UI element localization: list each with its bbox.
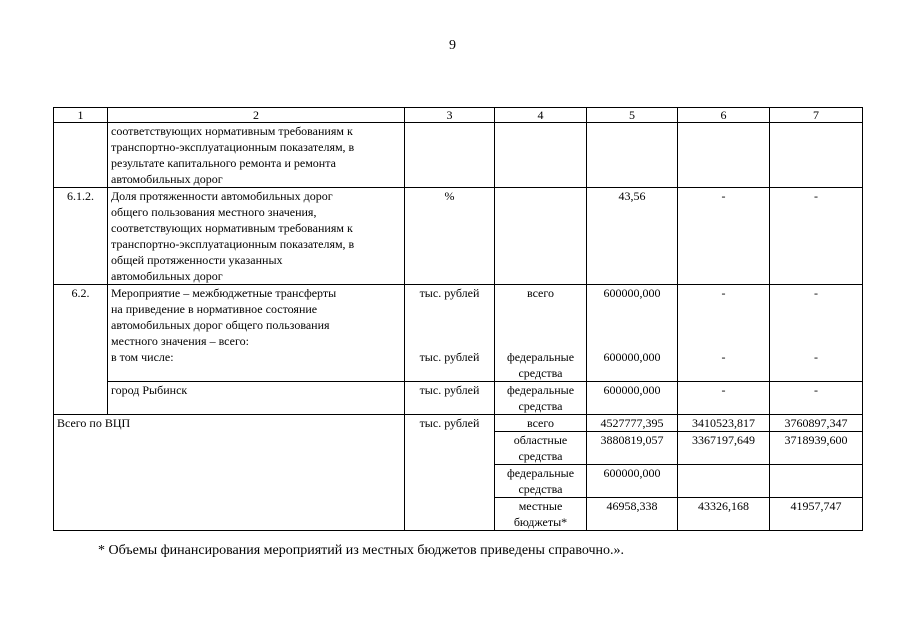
row-value-5: 600000,000 600000,000 (587, 285, 678, 382)
total-value-6 (678, 465, 770, 498)
col-header-6: 6 (678, 108, 770, 123)
table-header-row (54, 108, 863, 123)
row-value-6: - (678, 382, 770, 415)
row-source: федеральные средства (495, 382, 587, 415)
col-header-3: 3 (405, 108, 495, 123)
row-value-7: - - (770, 285, 863, 382)
financing-table (53, 107, 863, 531)
total-value-6: 3410523,817 (678, 415, 770, 432)
col-header-4: 4 (495, 108, 587, 123)
row-number: 6.1.2. (54, 188, 108, 285)
row-description: город Рыбинск (108, 382, 405, 415)
table-row (54, 285, 863, 382)
page-number: 9 (449, 38, 456, 53)
row-unit: тыс. рублей (405, 382, 495, 415)
row-value-7: - (770, 188, 863, 285)
row-source: всего федеральные средства (495, 285, 587, 382)
sub-label: в том числе: (111, 350, 174, 364)
total-label: Всего по ВЦП (54, 415, 405, 531)
total-source: областные средства (495, 432, 587, 465)
row-value-6: - (678, 188, 770, 285)
total-value-7: 3718939,600 (770, 432, 863, 465)
row-value-7: - (770, 382, 863, 415)
col-header-7: 7 (770, 108, 863, 123)
total-value-7 (770, 465, 863, 498)
row-description: Доля протяженности автомобильных дорог общего пользования местного значения, соответствующих нормативным требованиям к транспортно-эксплуатационным показателям, в общей протяженности указанных автомобильных дорог (108, 188, 405, 285)
table-row (54, 188, 863, 285)
total-value-6: 43326,168 (678, 498, 770, 531)
col-header-2: 2 (108, 108, 405, 123)
total-source: всего (495, 415, 587, 432)
col-header-5: 5 (587, 108, 678, 123)
footnote: * Объемы финансирования мероприятий из местных бюджетов приведены справочно.». (98, 543, 625, 558)
row-description: соответствующих нормативным требованиям к транспортно-эксплуатационным показателям, в результате капитального ремонта и ремонта автомобильных дорог (108, 123, 405, 188)
row-unit: % (405, 188, 495, 285)
total-source: федеральные средства (495, 465, 587, 498)
row-value-5: 43,56 (587, 188, 678, 285)
total-value-5: 46958,338 (587, 498, 678, 531)
table-row (54, 382, 863, 415)
total-unit: тыс. рублей (405, 415, 495, 531)
row-description: Мероприятие – межбюджетные трансферты на приведение в нормативное состояние автомобильных дорог общего пользования местного значения – всего: в том числе: (108, 285, 405, 382)
col-header-1: 1 (54, 108, 108, 123)
total-value-7: 41957,747 (770, 498, 863, 531)
row-value-5: 600000,000 (587, 382, 678, 415)
total-value-7: 3760897,347 (770, 415, 863, 432)
table-row (54, 123, 863, 188)
row-value-6: - - (678, 285, 770, 382)
total-value-6: 3367197,649 (678, 432, 770, 465)
table-row-total (54, 415, 863, 432)
total-value-5: 3880819,057 (587, 432, 678, 465)
total-value-5: 600000,000 (587, 465, 678, 498)
total-source: местные бюджеты* (495, 498, 587, 531)
row-unit: тыс. рублей тыс. рублей (405, 285, 495, 382)
row-number: 6.2. (54, 285, 108, 415)
total-value-5: 4527777,395 (587, 415, 678, 432)
